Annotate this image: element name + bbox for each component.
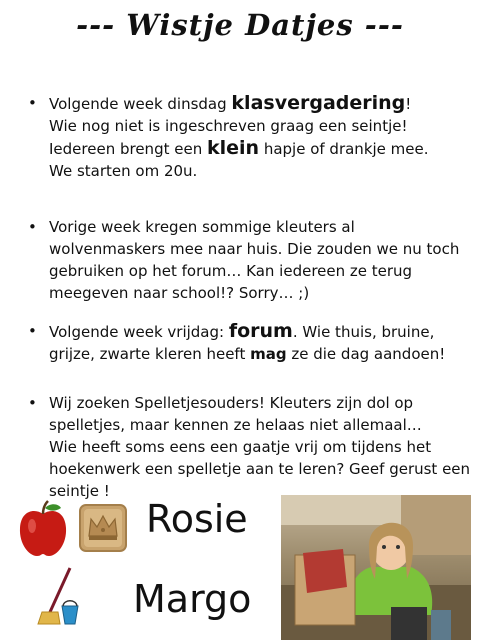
apple-icon bbox=[17, 500, 69, 558]
masks-line-1: Vorige week kregen sommige kleuters al bbox=[49, 218, 355, 236]
games-line-4: hoekenwerk een spelletje aan te leren? Geef gerust een bbox=[49, 460, 471, 478]
announcement-game-parents bbox=[28, 392, 480, 502]
meeting-line-3: Iedereen brengt een klein hapje of drankje mee. bbox=[49, 137, 429, 159]
games-line-2: spelletjes, maar kennen ze helaas niet allemaal… bbox=[49, 416, 422, 434]
announcement-masks bbox=[28, 216, 480, 304]
name-rosie: Rosie bbox=[146, 497, 248, 541]
games-line-1: Wij zoeken Spelletjesouders! Kleuters zijn dol op bbox=[49, 394, 414, 412]
crown-cookie-icon bbox=[78, 503, 128, 553]
bullet-dot: • bbox=[28, 218, 37, 236]
page-title: --- Wistje Datjes --- bbox=[76, 8, 404, 42]
name-margo: Margo bbox=[133, 577, 252, 621]
broom-bucket-icon bbox=[36, 566, 80, 628]
meeting-line-4: We starten om 20u. bbox=[49, 162, 198, 180]
masks-line-4: meegeven naar school!? Sorry… ;) bbox=[49, 284, 310, 302]
child-photo bbox=[281, 495, 471, 640]
bullet-dot: • bbox=[28, 322, 37, 340]
bullet-dot: • bbox=[28, 94, 37, 112]
bullet-dot: • bbox=[28, 394, 37, 412]
meeting-line-1: Volgende week dinsdag klasvergadering! bbox=[49, 92, 412, 114]
announcement-meeting bbox=[28, 92, 480, 182]
masks-line-2: wolvenmaskers mee naar huis. Die zouden we nu toch bbox=[49, 240, 460, 258]
forum-line-1: Volgende week vrijdag: forum. Wie thuis, bruine, bbox=[49, 320, 435, 342]
games-line-5: seintje ! bbox=[49, 482, 110, 500]
meeting-line-2: Wie nog niet is ingeschreven graag een seintje! bbox=[49, 117, 408, 135]
announcement-forum bbox=[28, 320, 480, 365]
games-line-3: Wie heeft soms eens een gaatje vrij om tijdens het bbox=[49, 438, 432, 456]
masks-line-3: gebruiken op het forum… Kan iedereen ze terug bbox=[49, 262, 413, 280]
forum-line-2: grijze, zwarte kleren heeft mag ze die dag aandoen! bbox=[49, 345, 446, 363]
